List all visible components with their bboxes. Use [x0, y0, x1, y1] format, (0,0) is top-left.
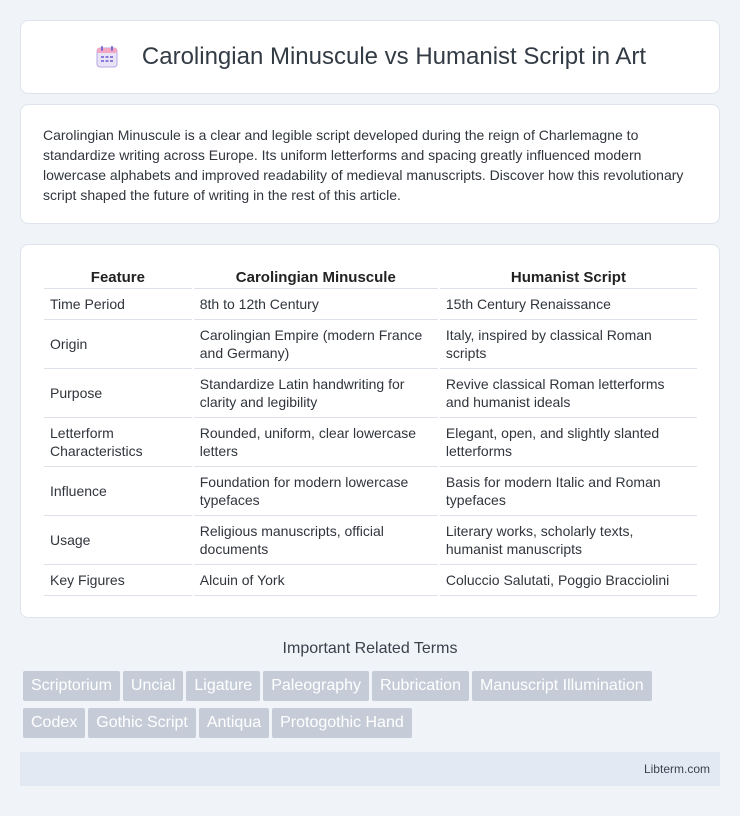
- table-cell: Religious manuscripts, official documents: [194, 516, 438, 565]
- table-cell: Literary works, scholarly texts, humanist manuscripts: [440, 516, 697, 565]
- column-header-humanist: Humanist Script: [440, 267, 697, 289]
- intro-paragraph: Carolingian Minuscule is a clear and legible script developed during the reign of Charlemagne to standardize writing across Europe. Its uniform letterforms and spacing greatly influenced modern lowercase alphabets and improved readability of medieval manuscripts. Discover how this revolutionary script shaped the future of writing in the rest of this article.: [43, 127, 684, 203]
- tag-protogothic-hand[interactable]: Protogothic Hand: [272, 708, 412, 738]
- tag-scriptorium[interactable]: Scriptorium: [23, 671, 120, 701]
- table-cell: Letterform Characteristics: [44, 418, 192, 467]
- table-row: [44, 320, 697, 369]
- table-cell: Standardize Latin handwriting for clarity and legibility: [194, 369, 438, 418]
- table-cell: Basis for modern Italic and Roman typefaces: [440, 467, 697, 516]
- table-cell: 8th to 12th Century: [194, 289, 438, 320]
- table-row: [44, 369, 697, 418]
- comparison-table-card: [20, 244, 720, 618]
- table-row: [44, 565, 697, 596]
- comparison-table: [42, 267, 699, 596]
- table-row: [44, 289, 697, 320]
- tag-paleography[interactable]: Paleography: [263, 671, 369, 701]
- table-cell: Key Figures: [44, 565, 192, 596]
- footer-site-link[interactable]: Libterm.com: [643, 762, 710, 776]
- table-cell: Revive classical Roman letterforms and humanist ideals: [440, 369, 697, 418]
- tag-rubrication[interactable]: Rubrication: [372, 671, 469, 701]
- footer: [20, 752, 720, 786]
- related-terms-title: Important Related Terms: [282, 640, 458, 657]
- tag-ligature[interactable]: Ligature: [186, 671, 260, 701]
- table-cell: Time Period: [44, 289, 192, 320]
- table-cell: Elegant, open, and slightly slanted letterforms: [440, 418, 697, 467]
- table-cell: Foundation for modern lowercase typefaces: [194, 467, 438, 516]
- column-header-feature: Feature: [44, 267, 192, 289]
- column-header-carolingian: Carolingian Minuscule: [194, 267, 438, 289]
- tag-gothic-script[interactable]: Gothic Script: [88, 708, 196, 738]
- tag-manuscript-illumination[interactable]: Manuscript Illumination: [472, 671, 652, 701]
- tag-codex[interactable]: Codex: [23, 708, 85, 738]
- table-header-row: [44, 267, 697, 289]
- related-terms-list: [23, 671, 723, 745]
- table-cell: Italy, inspired by classical Roman scripts: [440, 320, 697, 369]
- calendar-icon: [94, 44, 120, 70]
- intro-card: [20, 104, 720, 224]
- tag-antiqua[interactable]: Antiqua: [199, 708, 269, 738]
- table-cell: Purpose: [44, 369, 192, 418]
- page-title: Carolingian Minuscule vs Humanist Script in Art: [141, 43, 647, 70]
- table-cell: Influence: [44, 467, 192, 516]
- table-cell: Origin: [44, 320, 192, 369]
- tag-uncial[interactable]: Uncial: [123, 671, 183, 701]
- title-card: [20, 20, 720, 94]
- table-row: [44, 467, 697, 516]
- table-cell: Rounded, uniform, clear lowercase letters: [194, 418, 438, 467]
- table-cell: Coluccio Salutati, Poggio Bracciolini: [440, 565, 697, 596]
- table-cell: Carolingian Empire (modern France and Germany): [194, 320, 438, 369]
- table-row: [44, 418, 697, 467]
- table-cell: 15th Century Renaissance: [440, 289, 697, 320]
- table-cell: Usage: [44, 516, 192, 565]
- table-row: [44, 516, 697, 565]
- table-cell: Alcuin of York: [194, 565, 438, 596]
